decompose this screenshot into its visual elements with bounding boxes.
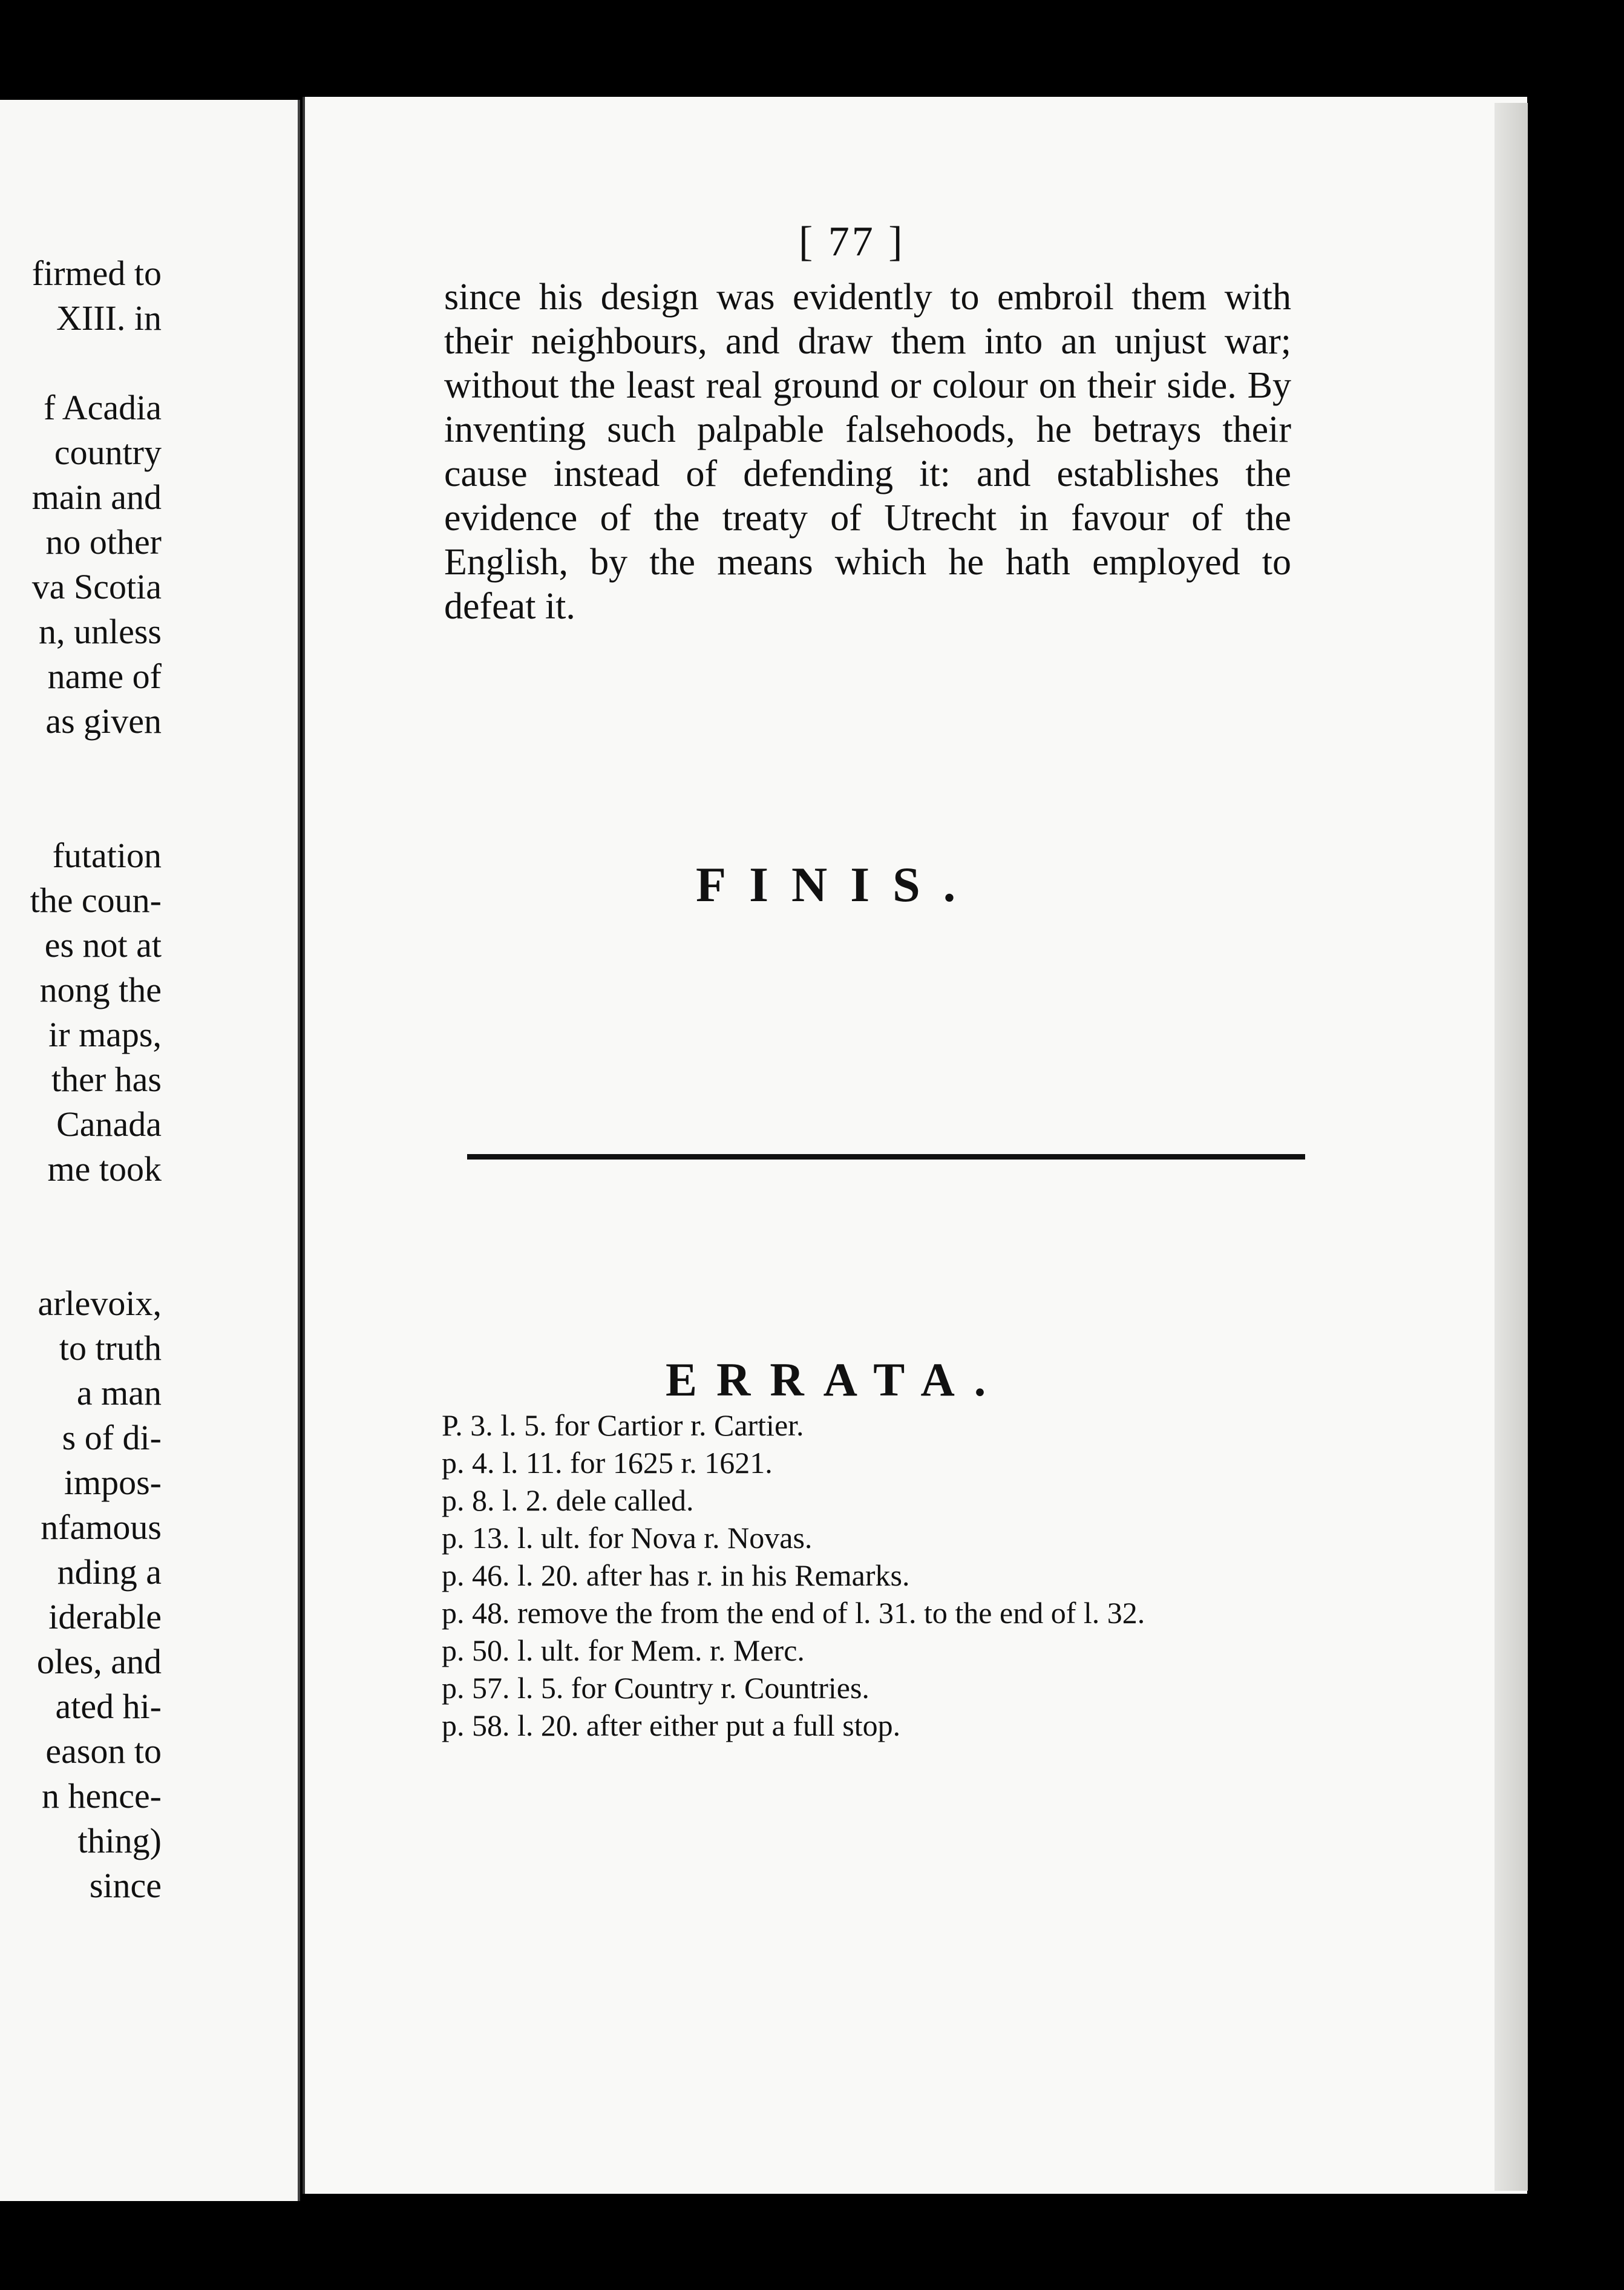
left-page-line: country <box>54 433 162 472</box>
left-page-line: es not at <box>44 925 162 965</box>
errata-item: p. 48. remove the from the end of l. 31. to the end of l. 32. <box>442 1596 1145 1630</box>
paragraph-text: since his design was evidently to embroil them with their neighbours, and draw them into an unjust war; without the least real ground or colour on their side. By inventing such palpable falsehoods, he betrays their cause instead of defending it: and establishes the evidence of the treaty of Utrecht in favour of the English, by the means which he hath employed to defeat it. <box>444 277 1291 627</box>
left-page-line: a man <box>76 1373 162 1412</box>
errata-item: p. 50. l. ult. for Mem. r. Merc. <box>442 1633 805 1667</box>
errata-item: p. 58. l. 20. after either put a full stop. <box>442 1708 901 1742</box>
errata-item: p. 13. l. ult. for Nova r. Novas. <box>442 1521 813 1555</box>
finis-heading: FINIS. <box>696 857 979 912</box>
left-page <box>0 100 300 2201</box>
left-page-line: the coun- <box>30 881 162 920</box>
left-page-line: s of di- <box>62 1418 162 1457</box>
left-page-line: thing) <box>77 1821 162 1860</box>
page-number: [ 77 ] <box>799 218 905 265</box>
page-edge <box>1495 103 1528 2191</box>
left-page-line: to truth <box>59 1328 162 1368</box>
left-page-line: f Acadia <box>44 388 162 427</box>
left-page-line: Canada <box>56 1104 162 1144</box>
left-page-line: iderable <box>48 1597 162 1636</box>
left-page-line: va Scotia <box>31 567 162 606</box>
left-page-line: arlevoix, <box>38 1284 162 1323</box>
left-page-line: ther has <box>51 1060 162 1099</box>
left-page-line: eason to <box>45 1731 162 1771</box>
left-page-line: as given <box>45 701 162 741</box>
horizontal-rule <box>467 1154 1305 1160</box>
left-page-line: ir maps, <box>48 1015 162 1054</box>
left-page-line: no other <box>45 522 162 562</box>
left-page-line: nong the <box>39 970 162 1009</box>
left-page-line: nding a <box>57 1552 162 1592</box>
left-page-line: n, unless <box>39 612 162 651</box>
left-page-line: n hence- <box>41 1776 162 1816</box>
errata-item: p. 57. l. 5. for Country r. Countries. <box>442 1671 869 1705</box>
errata-heading: ERRATA. <box>666 1353 1006 1406</box>
left-page-line: main and <box>31 477 162 517</box>
left-page-line: XIII. in <box>56 298 162 338</box>
left-page-line: oles, and <box>36 1642 162 1681</box>
left-page-line: nfamous <box>41 1508 162 1547</box>
left-page-line: impos- <box>64 1463 162 1502</box>
left-page-line: ated hi- <box>55 1687 162 1726</box>
errata-item: p. 4. l. 11. for 1625 r. 1621. <box>442 1446 773 1480</box>
body-paragraph <box>444 275 1291 629</box>
errata-list <box>442 1406 1319 1744</box>
left-page-line: firmed to <box>31 254 162 293</box>
left-page-line: since <box>89 1866 162 1905</box>
errata-item: p. 46. l. 20. after has r. in his Remarks. <box>442 1558 910 1592</box>
left-page-line: futation <box>52 836 162 875</box>
left-page-line: me took <box>47 1149 162 1189</box>
errata-item: P. 3. l. 5. for Cartior r. Cartier. <box>442 1408 804 1442</box>
left-page-line: name of <box>47 657 162 696</box>
errata-item: p. 8. l. 2. dele called. <box>442 1483 694 1517</box>
